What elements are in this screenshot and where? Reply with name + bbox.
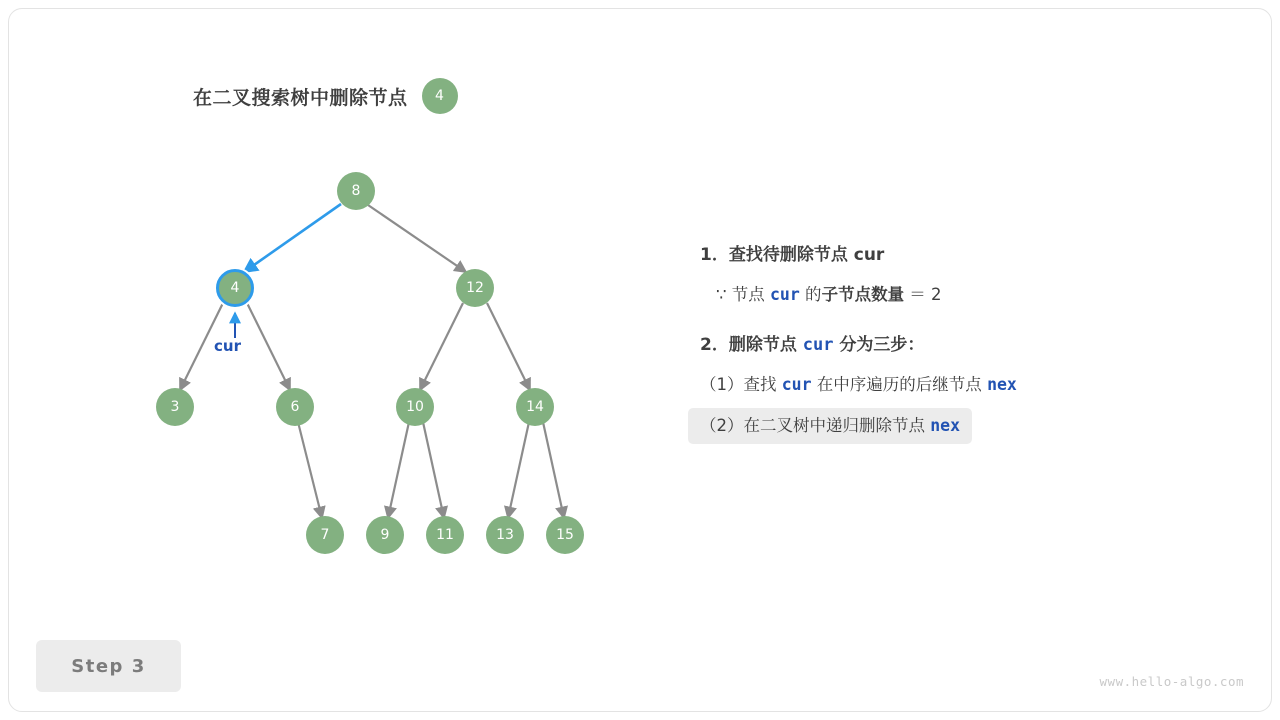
reason-code-cur: cur bbox=[770, 284, 800, 304]
tree-node bbox=[366, 516, 404, 554]
tree-node-value: 12 bbox=[466, 280, 484, 296]
tree-node-value: 13 bbox=[496, 527, 514, 543]
step2-prefix: 2．删除节点 bbox=[700, 335, 803, 356]
explain-step-2 bbox=[700, 333, 1240, 359]
tree-node-value: 8 bbox=[351, 183, 361, 199]
tree-node bbox=[156, 388, 194, 426]
tree-node-value: 14 bbox=[526, 399, 544, 415]
tree-node-value: 4 bbox=[230, 280, 240, 296]
explain-substep-2 bbox=[700, 408, 1240, 445]
tree-node bbox=[546, 516, 584, 554]
explain-substep-1 bbox=[700, 373, 1240, 398]
explanation-panel bbox=[700, 243, 1240, 448]
substep1-code-cur: cur bbox=[781, 374, 812, 394]
tree-node bbox=[456, 269, 494, 307]
page-title: 在二叉搜索树中删除节点 bbox=[193, 86, 408, 109]
explain-step-1 bbox=[700, 243, 1240, 269]
tree-node-value: 7 bbox=[320, 527, 330, 543]
reason-prefix: ∵ 节点 bbox=[716, 284, 770, 304]
substep2-prefix: （2）在二叉树中递归删除节点 bbox=[700, 415, 931, 435]
step-badge: Step 3 bbox=[36, 640, 181, 692]
tree-node bbox=[516, 388, 554, 426]
tree-node bbox=[426, 516, 464, 554]
binary-search-tree bbox=[0, 0, 660, 620]
tree-node-value: 11 bbox=[436, 527, 454, 543]
reason-suffix: ＝ 2 bbox=[904, 284, 942, 304]
tree-node-value: 10 bbox=[406, 399, 424, 415]
tree-node bbox=[337, 172, 375, 210]
cur-pointer-label: cur bbox=[214, 337, 241, 355]
watermark: www.hello-algo.com bbox=[1099, 674, 1244, 689]
tree-node-value: 3 bbox=[170, 399, 180, 415]
substep1-code-nex: nex bbox=[987, 374, 1017, 394]
substep1-mid: 在中序遍历的后继节点 bbox=[811, 374, 988, 394]
tree-node bbox=[276, 388, 314, 426]
tree-node bbox=[486, 516, 524, 554]
substep1-prefix: （1）查找 bbox=[700, 374, 782, 394]
substep2-code-nex: nex bbox=[930, 415, 961, 435]
tree-node-value: 9 bbox=[380, 527, 390, 543]
title-badge: 4 bbox=[422, 78, 458, 114]
step2-suffix: 分为三步： bbox=[833, 335, 925, 356]
tree-node-value: 15 bbox=[556, 527, 574, 543]
reason-bold: 子节点数量 bbox=[821, 284, 905, 304]
reason-mid: 的 bbox=[799, 284, 822, 304]
tree-node-value: 6 bbox=[290, 399, 300, 415]
explain-step-1-text: 1．查找待删除节点 cur bbox=[700, 245, 885, 265]
step2-code-cur: cur bbox=[802, 335, 834, 356]
tree-node-cur bbox=[216, 269, 254, 307]
tree-node bbox=[396, 388, 434, 426]
substep2-highlight bbox=[688, 408, 972, 445]
explain-step-1-reason bbox=[700, 283, 1240, 308]
tree-node bbox=[306, 516, 344, 554]
